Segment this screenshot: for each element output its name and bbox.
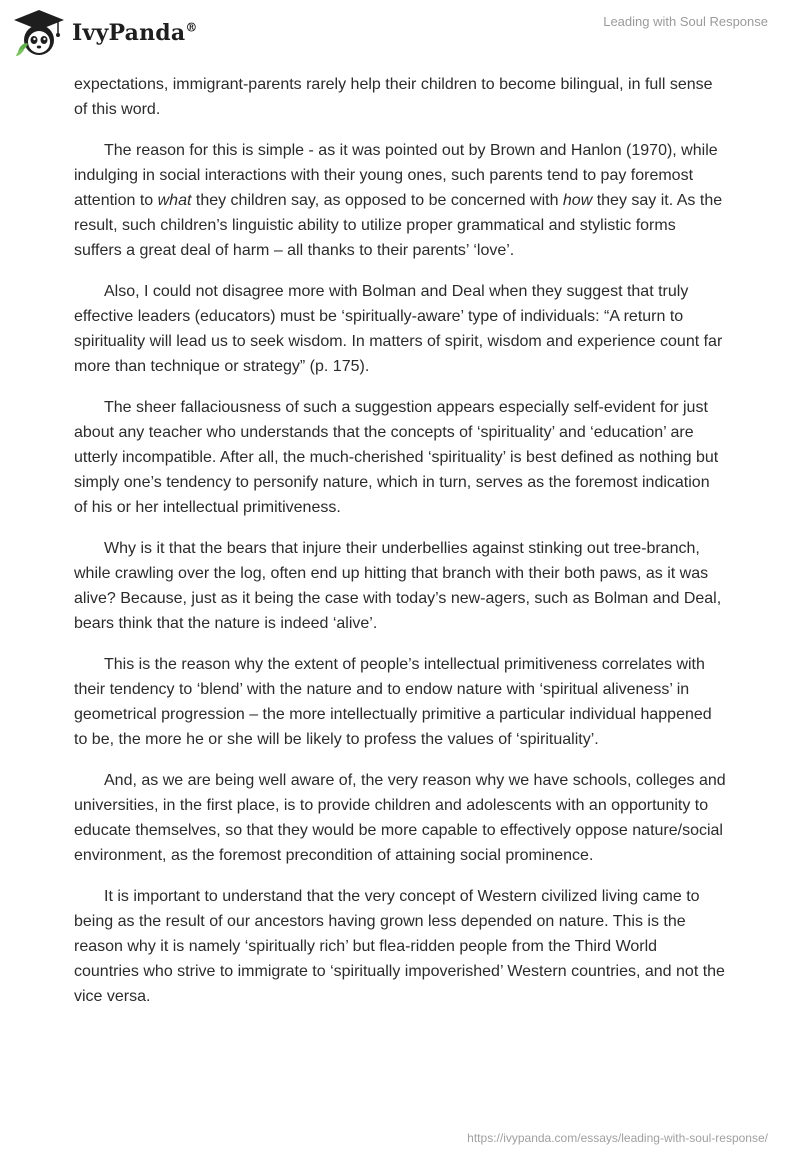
panda-graduate-icon [12, 8, 66, 58]
paragraph: And, as we are being well aware of, the very reason why we have schools, colleges and universities, in the first place, is to provide children and adolescents with an opportunity to educate themselves, so that they would be more capable to effectively oppose nature/social environment, as the foremost precondition of attaining social prominence. [74, 772, 726, 864]
paragraph: The sheer fallaciousness of such a suggestion appears especially self-evident for just about any teacher who understands that the concepts of ‘spirituality’ and ‘education’ are utterly incompatible. After all, the much-cherished ‘spirituality’ is best defined as nothing but simply one’s tendency to personify nature, which in turn, serves as the foremost indication of his or her intellectual primitiveness. [74, 399, 719, 516]
emphasis: how [562, 192, 593, 209]
paragraph: This is the reason why the extent of people’s intellectual primitiveness correlates with their tendency to ‘blend’ with the nature and to endow nature with ‘spiritual aliveness’ in geometrical progression – the more intellectually primitive a particular individual happened to be, the more he or she will be likely to profess the values of ‘spirituality’. [74, 656, 712, 748]
source-url[interactable]: https://ivypanda.com/essays/leading-with-soul-response/ [467, 1131, 768, 1145]
ivypanda-logo[interactable] [12, 8, 198, 58]
paragraph: The reason for this is simple - as it was pointed out by Brown and Hanlon (1970), while indulging in social interactions with their young ones, such parents tend to pay foremost attention to what they children say, as opposed to be concerned with how they say it. As the result, such children’s linguistic ability to utilize proper grammatical and stylistic forms suffers a great deal of harm – all thanks to their parents’ ‘love’. [74, 142, 723, 259]
emphasis: what [157, 192, 192, 209]
page-header [0, 0, 800, 70]
document-title: Leading with Soul Response [603, 14, 768, 29]
paragraph: Also, I could not disagree more with Bolman and Deal when they suggest that truly effective leaders (educators) must be ‘spiritually-aware’ type of individuals: “A return to spirituality will lead us to seek wisdom. In matters of spirit, wisdom and experience count far more than technique or strategy” (p. 175). [74, 283, 723, 375]
paragraph: Why is it that the bears that injure their underbellies against stinking out tree-branch, while crawling over the log, often end up hitting that branch with their both paws, as it was alive? Because, just as it being the case with today’s new-agers, such as Bolman and Deal, bears think that the nature is indeed ‘alive’. [74, 540, 722, 632]
paragraph: expectations, immigrant-parents rarely help their children to become bilingual, in full sense of this word. [74, 76, 713, 118]
brand-name: IvyPanda® [72, 20, 198, 46]
paragraph: It is important to understand that the very concept of Western civilized living came to being as the result of our ancestors having grown less depended on nature. This is the reason why it is namely ‘spiritually rich’ but flea-ridden people from the Third World countries who strive to immigrate to ‘spiritually impoverished’ Western countries, and not the vice versa. [74, 888, 725, 1005]
essay-body [74, 72, 726, 1025]
